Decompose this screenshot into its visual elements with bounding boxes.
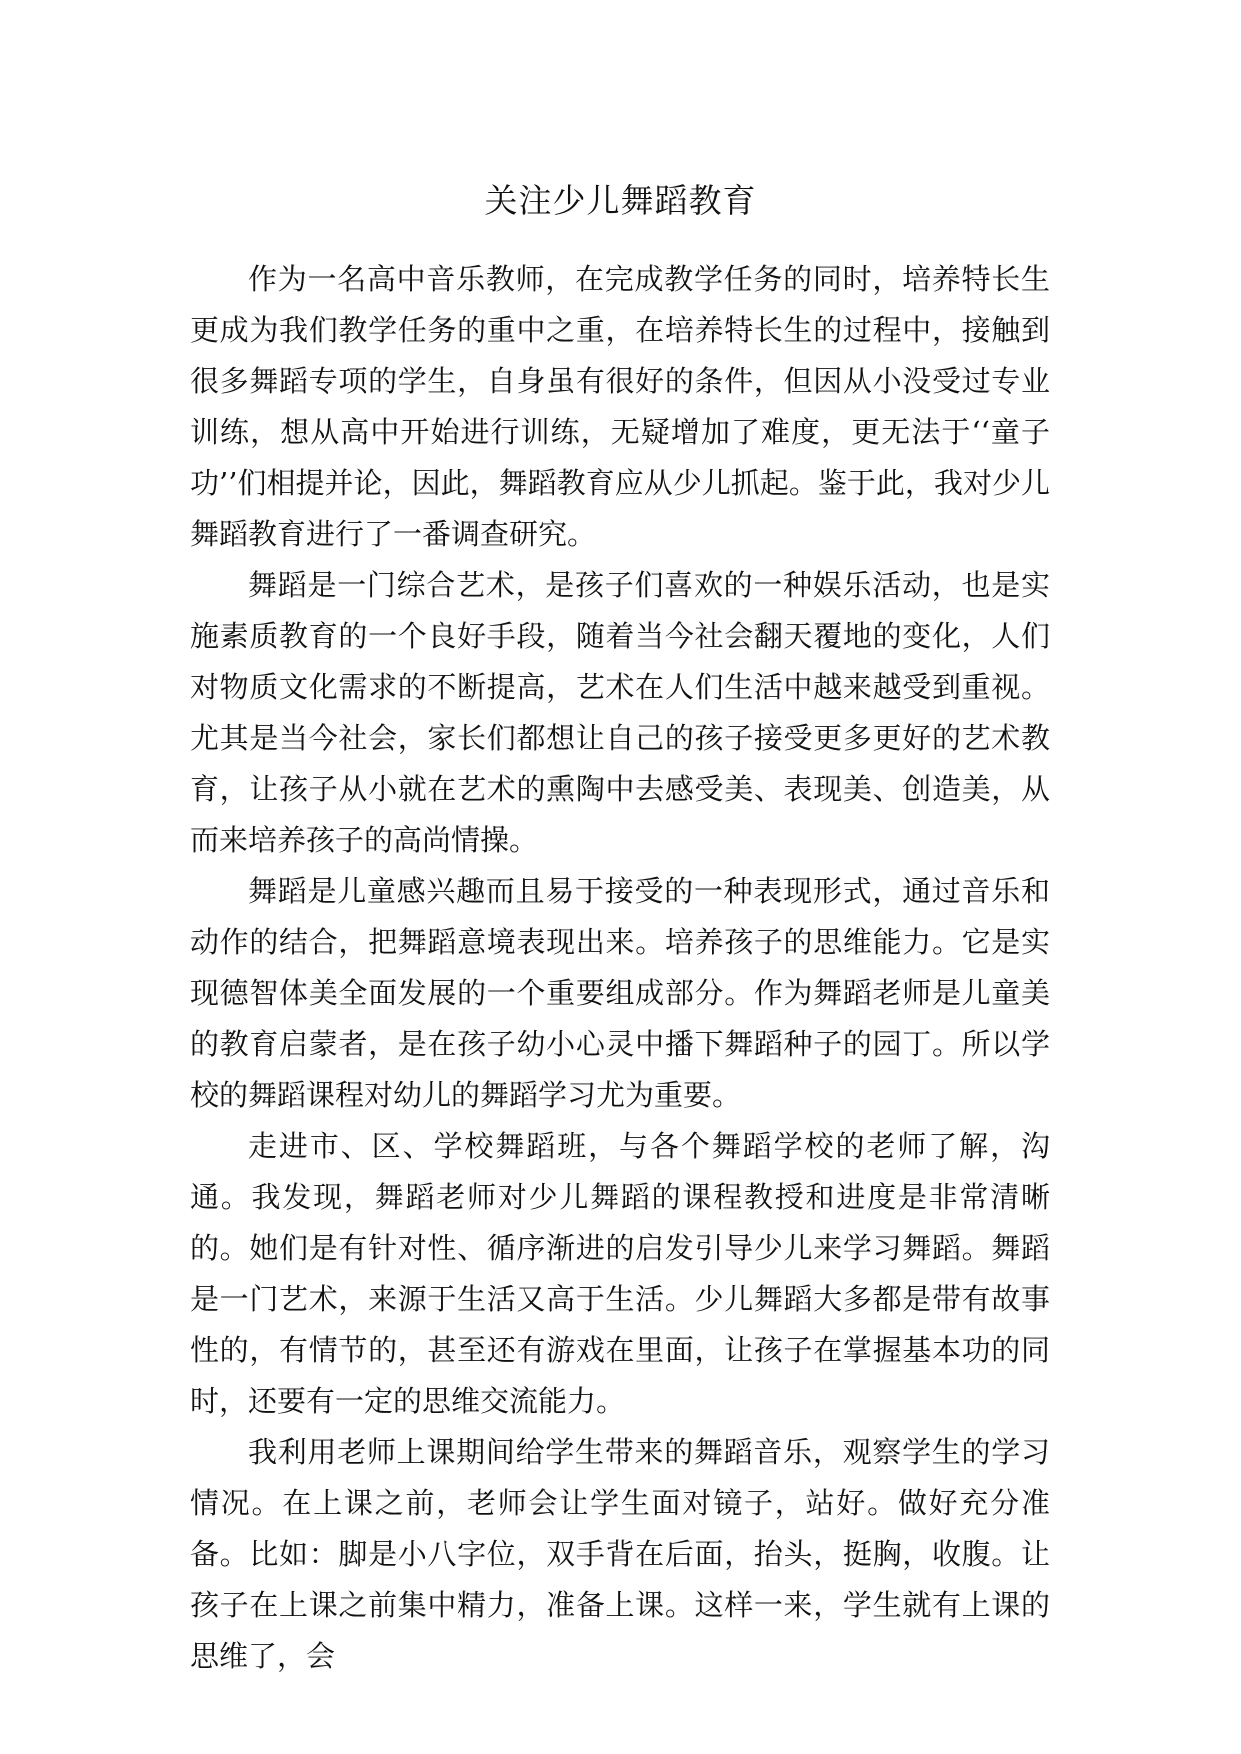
page-title: 关注少儿舞蹈教育 <box>484 181 757 220</box>
document-body <box>190 254 1050 1682</box>
paragraph-3: 舞蹈是儿童感兴趣而且易于接受的一种表现形式，通过音乐和动作的结合，把舞蹈意境表现出来。培养孩子的思维能力。它是实现德智体美全面发展的一个重要组成部分。作为舞蹈老师是儿童美的教育启蒙者，是在孩子幼小心灵中播下舞蹈种子的园丁。所以学校的舞蹈课程对幼儿的舞蹈学习尤为重要。 <box>190 874 1050 1112</box>
paragraph-2: 舞蹈是一门综合艺术，是孩子们喜欢的一种娱乐活动，也是实施素质教育的一个良好手段，随着当今社会翻天覆地的变化，人们对物质文化需求的不断提高，艺术在人们生活中越来越受到重视。尤其是当今社会，家长们都想让自己的孩子接受更多更好的艺术教育，让孩子从小就在艺术的熏陶中去感受美、表现美、创造美，从而来培养孩子的高尚情操。 <box>190 568 1050 857</box>
paragraph-5: 我利用老师上课期间给学生带来的舞蹈音乐，观察学生的学习情况。在上课之前，老师会让学生面对镜子，站好。做好充分准备。比如：脚是小八字位，双手背在后面，抬头，挺胸，收腹。让孩子在上课之前集中精力，准备上课。这样一来，学生就有上课的思维了，会 <box>190 1435 1050 1673</box>
paragraph-4: 走进市、区、学校舞蹈班，与各个舞蹈学校的老师了解，沟通。我发现，舞蹈老师对少儿舞蹈的课程教授和进度是非常清晰的。她们是有针对性、循序渐进的启发引导少儿来学习舞蹈。舞蹈是一门艺术，来源于生活又高于生活。少儿舞蹈大多都是带有故事性的，有情节的，甚至还有游戏在里面，让孩子在掌握基本功的同时，还要有一定的思维交流能力。 <box>190 1129 1050 1418</box>
paragraph-1: 作为一名高中音乐教师，在完成教学任务的同时，培养特长生更成为我们教学任务的重中之重，在培养特长生的过程中，接触到很多舞蹈专项的学生，自身虽有很好的条件，但因从小没受过专业训练，想从高中开始进行训练，无疑增加了难度，更无法于‘‘童子功’’们相提并论，因此，舞蹈教育应从少儿抓起。鉴于此，我对少儿舞蹈教育进行了一番调查研究。 <box>190 262 1050 551</box>
